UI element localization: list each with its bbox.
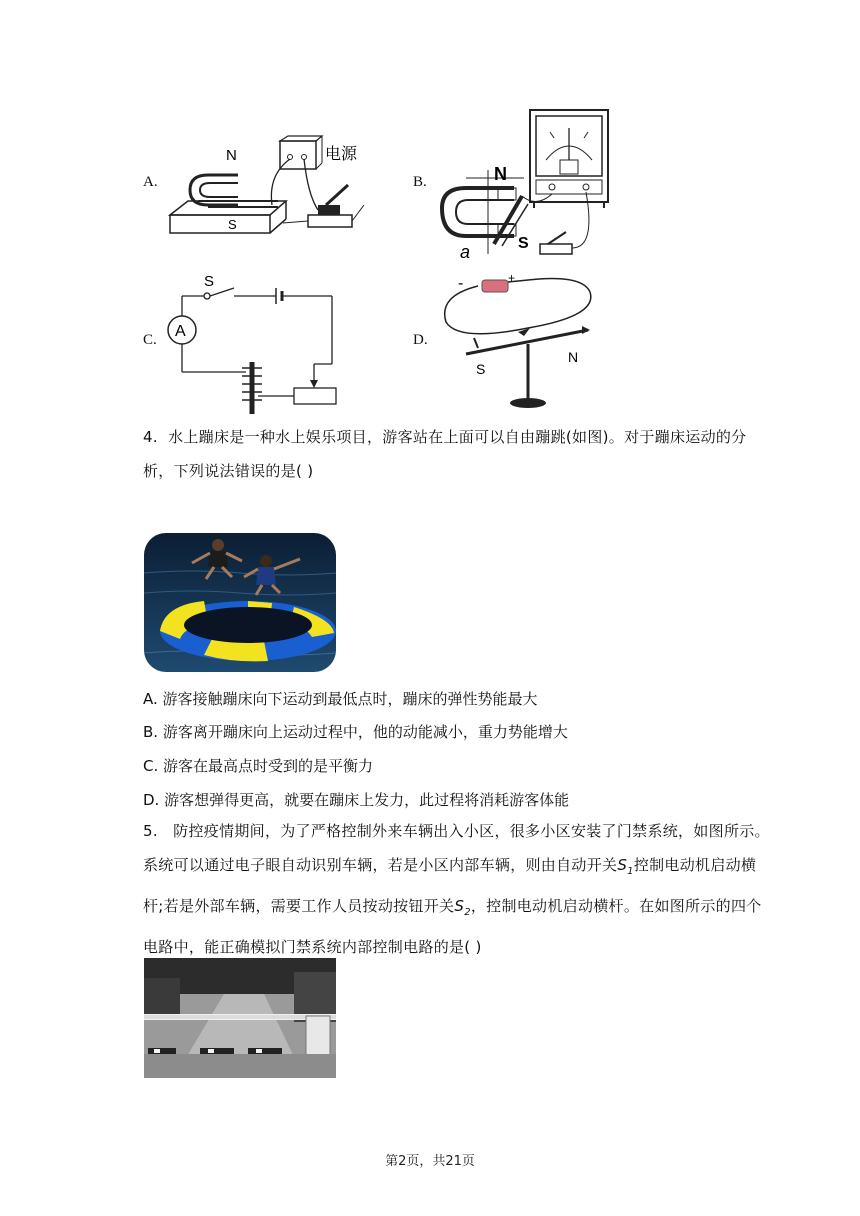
question-5-line-3a: 杆;若是外部车辆，需要工作人员按动按钮开关 (143, 897, 455, 915)
option-d-south-label: S (476, 361, 486, 377)
question-4-line-1: 水上蹦床是一种水上娱乐项目，游客站在上面可以自由蹦跳(如图)。对于蹦床运动的分 (168, 428, 747, 446)
gate-barrier-photo (144, 958, 336, 1078)
question-4-number: 4. (143, 428, 158, 446)
question-4-text (143, 420, 763, 488)
question-5-number: 5. (143, 822, 158, 840)
option-a-power-label: 电源 (325, 146, 358, 163)
question-5-line-2b: 控制电动机启动横 (633, 856, 757, 874)
option-d-plus-label: + (508, 271, 516, 285)
question-4-line-2: 析，下列说法错误的是( ) (143, 462, 314, 480)
option-d-letter: D. (413, 332, 428, 348)
option-b-letter: B. (413, 174, 427, 190)
option-b-north-label: N (494, 164, 507, 184)
question-4-option-a: A. 游客接触蹦床向下运动到最低点时，蹦床的弹性势能最大 (143, 690, 538, 708)
option-d-north-label: N (568, 349, 579, 365)
page-footer: 第2页，共21页 (385, 1154, 475, 1169)
option-b-wire-label: a (460, 242, 471, 260)
option-b-figure (436, 108, 612, 260)
option-a-letter: A. (143, 174, 158, 190)
option-a-north-label: N (226, 147, 237, 164)
option-b-south-label: S (518, 235, 529, 252)
question-4-option-c: C. 游客在最高点时受到的是平衡力 (143, 757, 374, 775)
option-d-figure (438, 266, 608, 412)
question-5-line-2a: 系统可以通过电子眼自动识别车辆，若是小区内部车辆，则由自动开关 (143, 856, 618, 874)
question-5-line-3b: ，控制电动机启动横杆。在如图所示的四个 (470, 897, 762, 915)
option-a-south-label: S (228, 217, 237, 232)
question-4-option-d: D. 游客想弹得更高，就要在蹦床上发力，此过程将消耗游客体能 (143, 791, 570, 809)
option-a-figure (168, 135, 368, 237)
option-d-minus-label: - (458, 275, 464, 292)
question-4-option-b: B. 游客离开蹦床向上运动过程中，他的动能减小，重力势能增大 (143, 723, 568, 741)
option-c-switch-label: S (204, 273, 215, 290)
switch-s2-symbol: $S_2$ (454, 897, 471, 918)
question-5-text (143, 814, 770, 964)
question-5-line-1: 防控疫情期间，为了严格控制外来车辆出入小区，很多小区安装了门禁系统，如图所示。 (173, 822, 770, 840)
question-5-line-4: 电路中，能正确模拟门禁系统内部控制电路的是( ) (143, 938, 482, 956)
option-c-letter: C. (143, 332, 157, 348)
switch-s1-symbol: $S_1$ (617, 856, 634, 877)
option-c-figure (162, 268, 352, 414)
trampoline-photo (144, 533, 336, 672)
option-c-ammeter-label: A (175, 323, 186, 340)
